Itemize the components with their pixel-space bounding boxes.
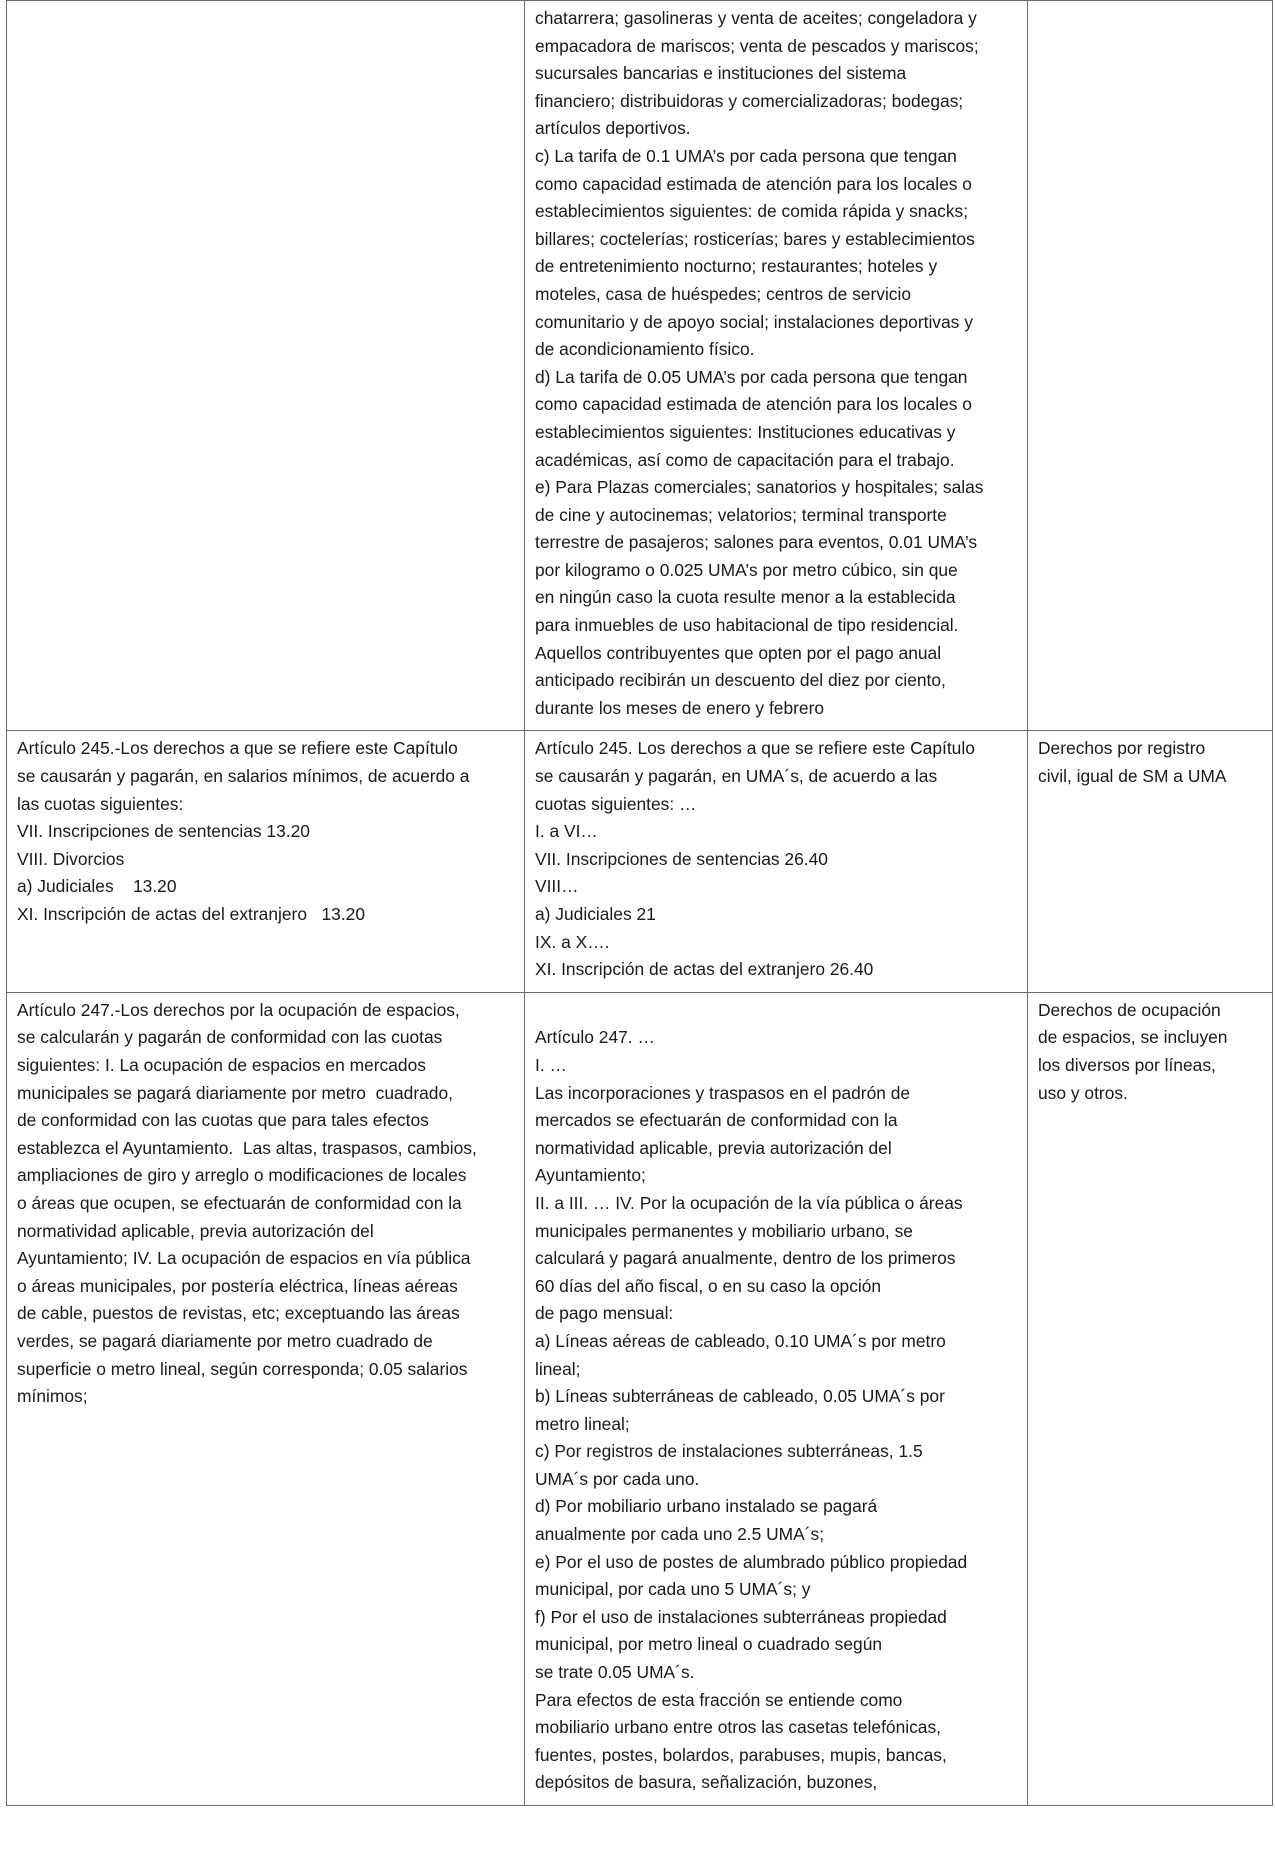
text-line: establecimientos siguientes: Instituciones educativas y bbox=[535, 421, 956, 442]
text-line: uso y otros. bbox=[1038, 1082, 1128, 1103]
text-line: se trate 0.05 UMA´s. bbox=[535, 1662, 695, 1683]
text-line: mínimos; bbox=[17, 1386, 88, 1407]
cell-proposed-law bbox=[525, 992, 1028, 1805]
text-line: de entretenimiento nocturno; restaurantes; hoteles y bbox=[535, 256, 938, 277]
cell-proposed-law bbox=[525, 731, 1028, 992]
text-line: como capacidad estimada de atención para los locales o bbox=[535, 173, 972, 194]
text-line: o áreas que ocupen, se efectuarán de conformidad con la bbox=[17, 1192, 462, 1213]
text-line: I. a VI… bbox=[535, 821, 598, 842]
text-line: e) Para Plazas comerciales; sanatorios y hospitales; salas bbox=[535, 477, 984, 498]
text-line: a) Judiciales 13.20 bbox=[17, 876, 177, 897]
cell-comment bbox=[1028, 992, 1273, 1805]
text-line: de cable, puestos de revistas, etc; exceptuando las áreas bbox=[17, 1303, 460, 1324]
text-line: d) Por mobiliario urbano instalado se pagará bbox=[535, 1496, 878, 1517]
text-line: de pago mensual: bbox=[535, 1303, 674, 1324]
text-line: I. … bbox=[535, 1054, 567, 1075]
table-row bbox=[7, 1, 1273, 731]
text-line: II. a III. … IV. Por la ocupación de la vía pública o áreas bbox=[535, 1192, 963, 1213]
text-line: moteles, casa de huéspedes; centros de servicio bbox=[535, 283, 912, 304]
text-line: académicas, así como de capacitación para el trabajo. bbox=[535, 449, 955, 470]
text-line: superficie o metro lineal, según corresponda; 0.05 salarios bbox=[17, 1358, 468, 1379]
cell-current-law bbox=[7, 992, 525, 1805]
text-line: c) Por registros de instalaciones subterráneas, 1.5 bbox=[535, 1441, 923, 1462]
text-line: se causarán y pagarán, en UMA´s, de acuerdo a las bbox=[535, 766, 938, 787]
text-line: b) Líneas subterráneas de cableado, 0.05 UMA´s por bbox=[535, 1386, 945, 1407]
cell-comment bbox=[1028, 1, 1273, 731]
text-line: siguientes: I. La ocupación de espacios en mercados bbox=[17, 1054, 426, 1075]
text-line: Aquellos contribuyentes que opten por el pago anual bbox=[535, 642, 942, 663]
text-line: de cine y autocinemas; velatorios; terminal transporte bbox=[535, 504, 947, 525]
text-line: XI. Inscripción de actas del extranjero 13.20 bbox=[17, 904, 366, 924]
text-line bbox=[535, 997, 1017, 1025]
cell-current-law bbox=[7, 1, 525, 731]
text-line: UMA´s por cada uno. bbox=[535, 1468, 700, 1489]
text-line: Para efectos de esta fracción se entiende como bbox=[535, 1689, 903, 1710]
text-line: VII. Inscripciones de sentencias 13.20 bbox=[17, 821, 310, 842]
text-line: Las incorporaciones y traspasos en el padrón de bbox=[535, 1082, 911, 1103]
comparison-table bbox=[6, 0, 1273, 1806]
text-line: durante los meses de enero y febrero bbox=[535, 697, 825, 718]
text-line: VIII. Divorcios bbox=[17, 848, 125, 869]
text-line: civil, igual de SM a UMA bbox=[1038, 766, 1227, 787]
text-line: por kilogramo o 0.025 UMA’s por metro cúbico, sin que bbox=[535, 559, 958, 580]
text-line: comunitario y de apoyo social; instalaciones deportivas y bbox=[535, 311, 973, 332]
text-line: establecimientos siguientes: de comida rápida y snacks; bbox=[535, 201, 969, 222]
text-line: de conformidad con las cuotas que para tales efectos bbox=[17, 1110, 429, 1131]
text-line: sucursales bancarias e instituciones del sistema bbox=[535, 63, 907, 84]
text-line: VIII… bbox=[535, 876, 579, 897]
text-line: municipal, por cada uno 5 UMA´s; y bbox=[535, 1579, 811, 1600]
text-line: VII. Inscripciones de sentencias 26.40 bbox=[535, 848, 828, 869]
text-line: XI. Inscripción de actas del extranjero 26.40 bbox=[535, 959, 874, 980]
text-line: calculará y pagará anualmente, dentro de los primeros bbox=[535, 1248, 956, 1269]
text-line: Ayuntamiento; IV. La ocupación de espacios en vía pública bbox=[17, 1248, 471, 1269]
text-line: 60 días del año fiscal, o en su caso la opción bbox=[535, 1275, 882, 1296]
text-line: se calcularán y pagarán de conformidad con las cuotas bbox=[17, 1027, 443, 1048]
text-line: chatarrera; gasolineras y venta de aceites; congeladora y bbox=[535, 8, 977, 28]
text-line: ampliaciones de giro y arreglo o modificaciones de locales bbox=[17, 1165, 467, 1186]
cell-current-law bbox=[7, 731, 525, 992]
text-line: a) Líneas aéreas de cableado, 0.10 UMA´s por metro bbox=[535, 1330, 946, 1351]
text-line: e) Por el uso de postes de alumbrado público propiedad bbox=[535, 1551, 968, 1572]
text-line: Derechos por registro bbox=[1038, 738, 1206, 759]
cell-comment bbox=[1028, 731, 1273, 992]
text-line: municipales se pagará diariamente por metro cuadrado, bbox=[17, 1082, 453, 1103]
text-line: mobiliario urbano entre otros las casetas telefónicas, bbox=[535, 1717, 941, 1738]
text-line: Artículo 247.-Los derechos por la ocupación de espacios, bbox=[17, 999, 460, 1020]
text-line: se causarán y pagarán, en salarios mínimos, de acuerdo a bbox=[17, 766, 470, 787]
text-line: a) Judiciales 21 bbox=[535, 904, 656, 924]
text-line: Ayuntamiento; bbox=[535, 1165, 646, 1186]
text-line: terrestre de pasajeros; salones para eventos, 0.01 UMA’s bbox=[535, 532, 978, 553]
text-line: cuotas siguientes: … bbox=[535, 793, 697, 814]
text-line: los diversos por líneas, bbox=[1038, 1054, 1216, 1075]
table-row bbox=[7, 731, 1273, 992]
text-line: Artículo 247. … bbox=[535, 1027, 655, 1048]
text-line: IX. a X…. bbox=[535, 931, 610, 952]
text-line: anualmente por cada uno 2.5 UMA´s; bbox=[535, 1524, 825, 1545]
text-line: anticipado recibirán un descuento del diez por ciento, bbox=[535, 670, 946, 691]
text-line: de espacios, se incluyen bbox=[1038, 1027, 1228, 1048]
text-line: f) Por el uso de instalaciones subterráneas propiedad bbox=[535, 1606, 947, 1627]
text-line: municipales permanentes y mobiliario urbano, se bbox=[535, 1220, 913, 1241]
text-line: empacadora de mariscos; venta de pescados y mariscos; bbox=[535, 35, 979, 56]
text-line: lineal; bbox=[535, 1358, 581, 1379]
text-line: normatividad aplicable, previa autorización del bbox=[17, 1220, 374, 1241]
text-line: normatividad aplicable, previa autorización del bbox=[535, 1137, 892, 1158]
text-line: artículos deportivos. bbox=[535, 118, 691, 139]
text-line: en ningún caso la cuota resulte menor a la establecida bbox=[535, 587, 956, 608]
text-line: metro lineal; bbox=[535, 1413, 630, 1434]
text-line: mercados se efectuarán de conformidad con la bbox=[535, 1110, 898, 1131]
text-line: Artículo 245.-Los derechos a que se refiere este Capítulo bbox=[17, 738, 458, 759]
text-line: Artículo 245. Los derechos a que se refiere este Capítulo bbox=[535, 738, 975, 759]
text-line: c) La tarifa de 0.1 UMA’s por cada persona que tengan bbox=[535, 145, 957, 166]
text-line: financiero; distribuidoras y comercializadoras; bodegas; bbox=[535, 90, 964, 111]
table-row bbox=[7, 992, 1273, 1805]
text-line: billares; coctelerías; rosticerías; bares y establecimientos bbox=[535, 228, 975, 249]
text-line: Derechos de ocupación bbox=[1038, 999, 1221, 1020]
text-line: verdes, se pagará diariamente por metro cuadrado de bbox=[17, 1330, 433, 1351]
text-line: fuentes, postes, bolardos, parabuses, mupis, bancas, bbox=[535, 1744, 947, 1765]
text-line: como capacidad estimada de atención para los locales o bbox=[535, 394, 972, 415]
text-line: para inmuebles de uso habitacional de tipo residencial. bbox=[535, 615, 959, 636]
text-line: o áreas municipales, por postería eléctrica, líneas aéreas bbox=[17, 1275, 458, 1296]
text-line: establezca el Ayuntamiento. Las altas, traspasos, cambios, bbox=[17, 1137, 477, 1158]
text-line: d) La tarifa de 0.05 UMA’s por cada persona que tengan bbox=[535, 366, 968, 387]
text-line: depósitos de basura, señalización, buzones, bbox=[535, 1772, 878, 1793]
text-line: las cuotas siguientes: bbox=[17, 793, 184, 814]
cell-proposed-law bbox=[525, 1, 1028, 731]
text-line: municipal, por metro lineal o cuadrado según bbox=[535, 1634, 883, 1655]
text-line: de acondicionamiento físico. bbox=[535, 339, 755, 360]
